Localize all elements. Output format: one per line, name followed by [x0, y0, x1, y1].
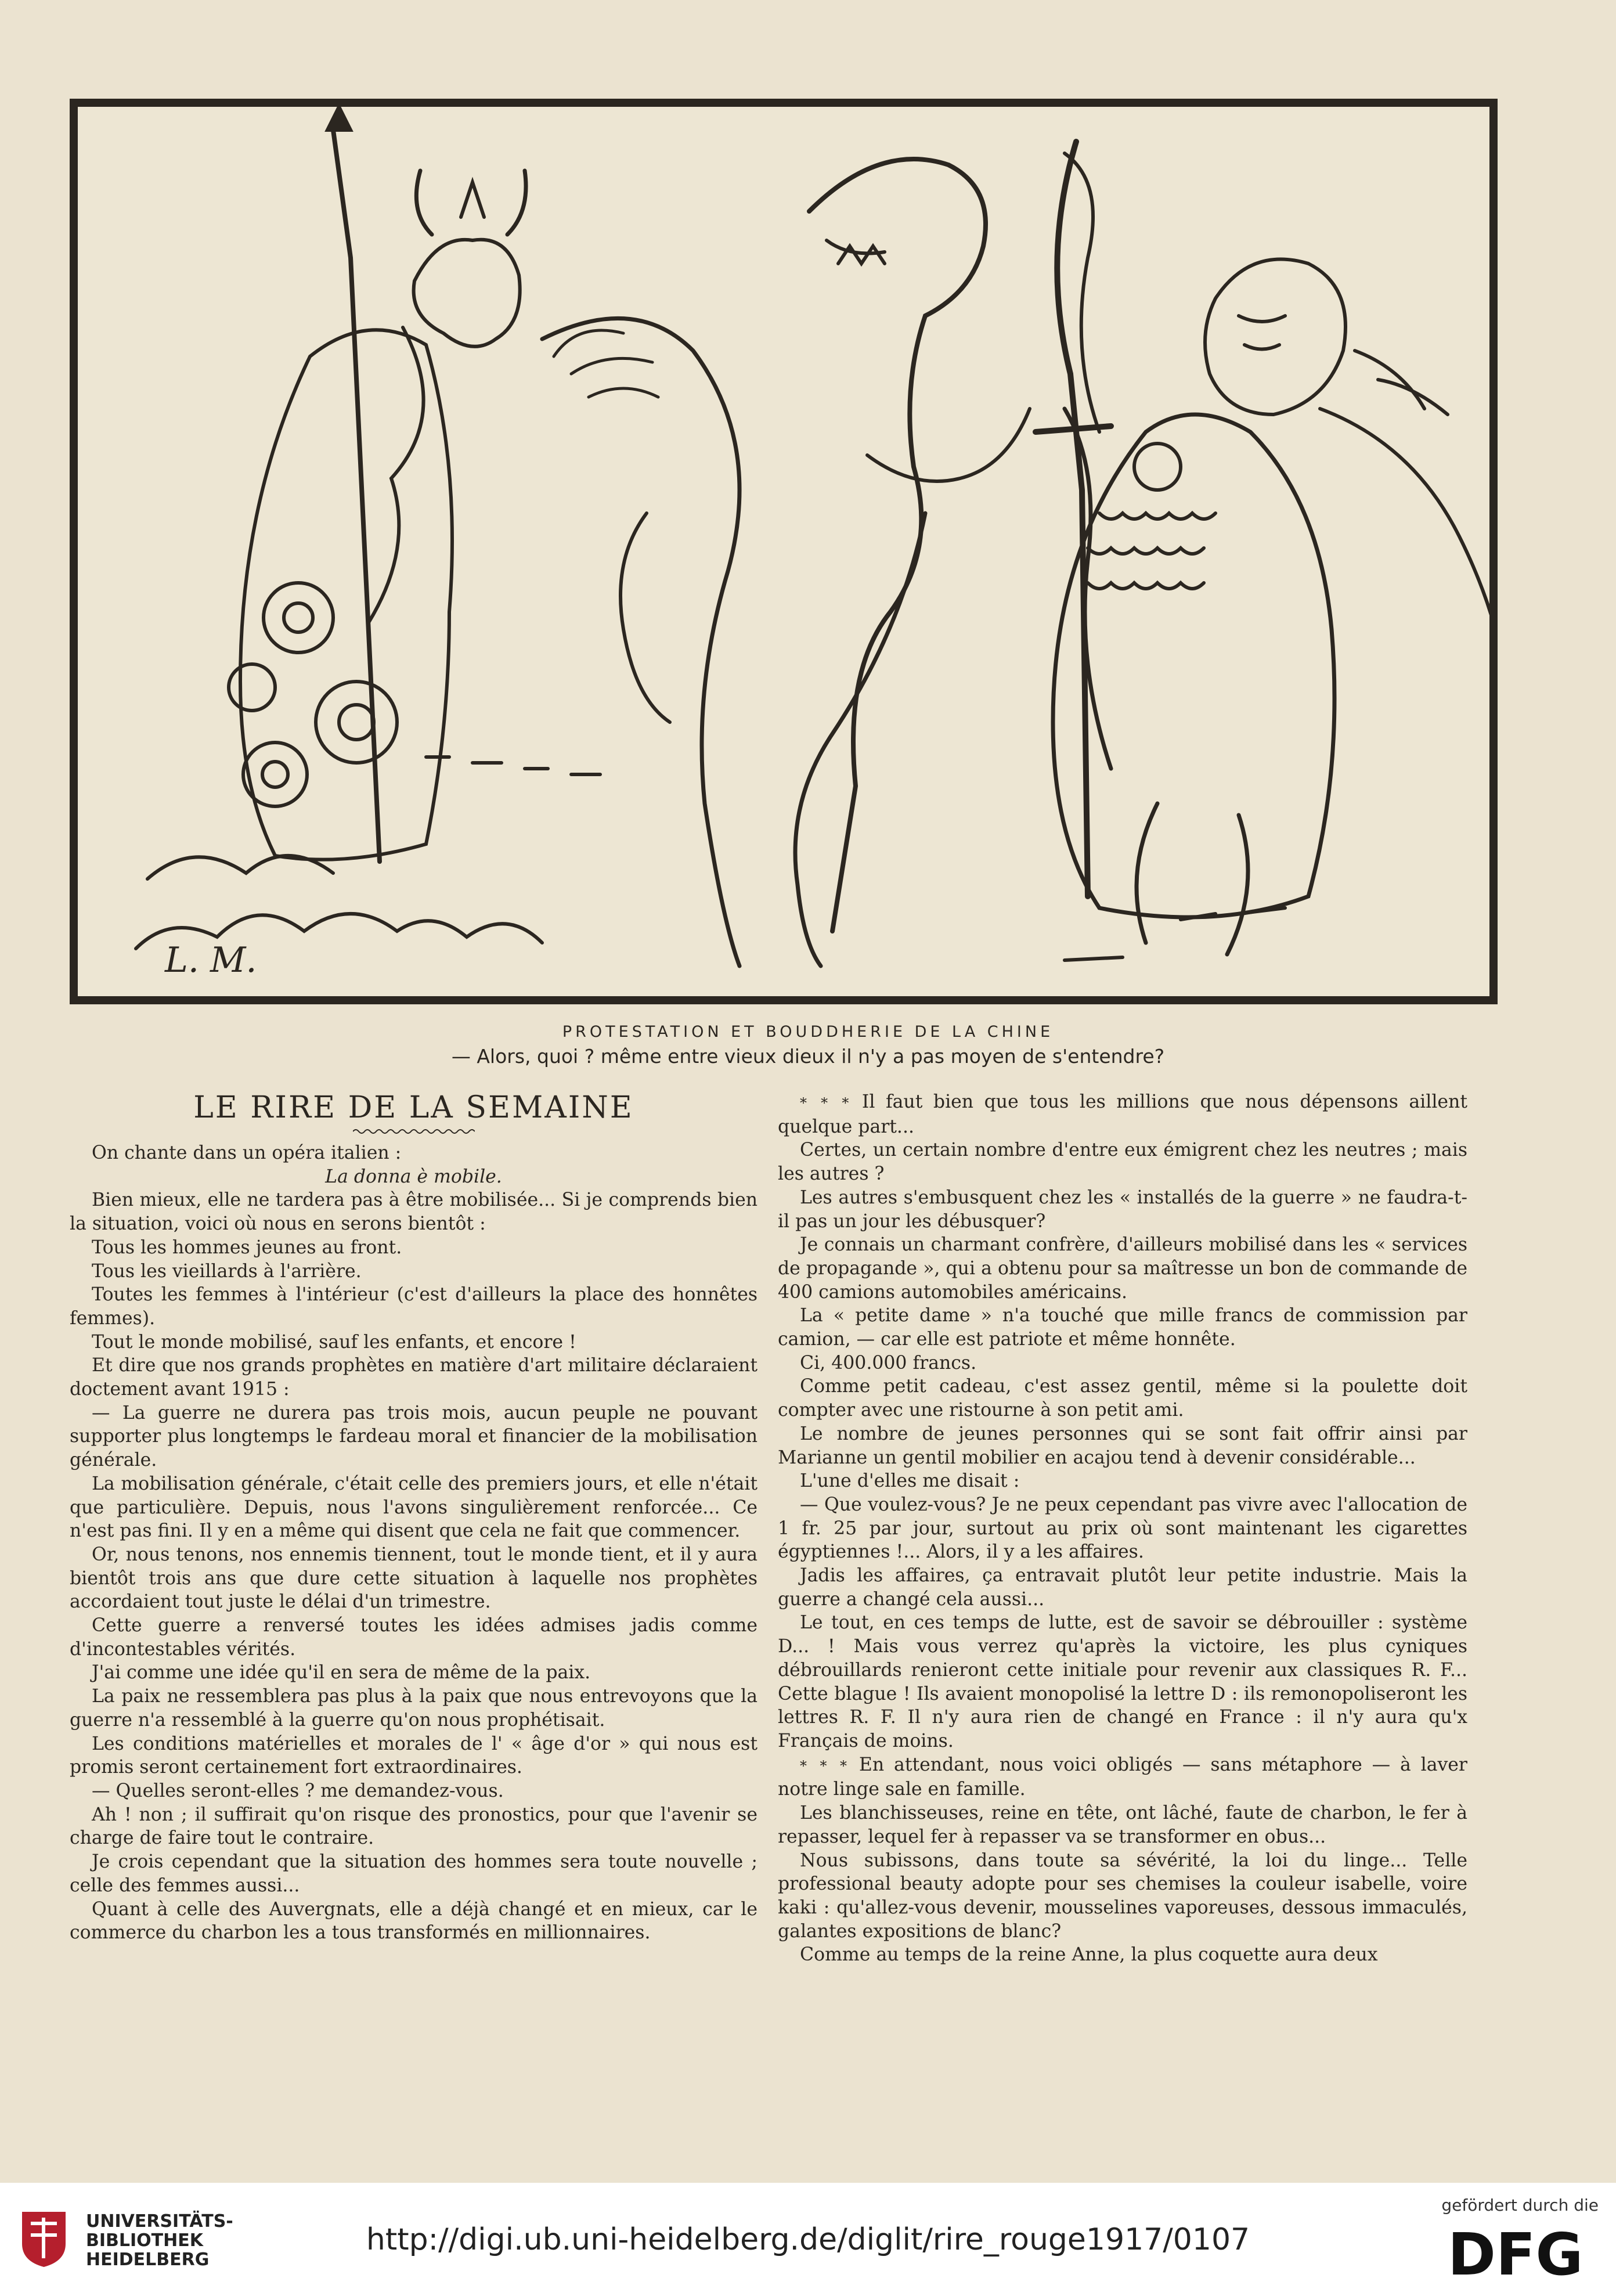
paragraph: Les autres s'embusquent chez les « installés de la guerre » ne faudra-t-il pas un jour les débusquer?: [778, 1187, 1467, 1232]
paragraph: Nous subissons, dans toute sa sévérité, la loi du linge... Telle professional beauty adopte pour ses chemises la couleur isabelle, voire kaki : qu'allez-vous devenir, mousselines vaporeuses, dessous immaculés, galantes expositions de blanc?: [778, 1850, 1467, 1942]
paragraph: Jadis les affaires, ça entravait plutôt leur petite industrie. Mais la guerre a changé cela aussi...: [778, 1565, 1467, 1610]
paragraph: Bien mieux, elle ne tardera pas à être mobilisée... Si je comprends bien la situation, voici où nous en serons bientôt :: [70, 1190, 758, 1235]
paragraph: Il faut bien que tous les millions que nous dépensons aillent quelque part...: [778, 1091, 1467, 1137]
paragraph: Et dire que nos grands prophètes en matière d'art militaire déclaraient doctement avant 1915 :: [70, 1355, 758, 1400]
paragraph: Je crois cependant que la situation des hommes sera toute nouvelle ; celle des femmes aussi...: [70, 1851, 758, 1896]
permalink-url[interactable]: http://digi.ub.uni-heidelberg.de/diglit/rire_rouge1917/0107: [366, 2222, 1250, 2257]
paragraph: J'ai comme une idée qu'il en sera de même de la paix.: [92, 1662, 591, 1684]
viewer-footer: [0, 2183, 1616, 2296]
paragraph: Les blanchisseuses, reine en tête, ont lâché, faute de charbon, le fer à repasser, lequel fer à repasser va se transformer en obus...: [778, 1803, 1467, 1847]
paragraph-quote: La donna è mobile.: [325, 1166, 502, 1187]
paragraph: Le nombre de jeunes personnes qui se sont fait offrir ainsi par Marianne un gentil mobilier en acajou tend à devenir considérable...: [778, 1423, 1467, 1468]
institution-name: UNIVERSITÄTS- BIBLIOTHEK HEIDELBERG: [86, 2211, 233, 2270]
paragraph: La mobilisation générale, c'était celle des premiers jours, et elle n'était que particulière. Depuis, nous l'avons singulièrement renforcée... Ce n'est pas fini. Il y en a même qui disent que cela ne fait que commencer.: [70, 1473, 758, 1542]
section-stars: * * *: [800, 1095, 852, 1111]
paragraph: On chante dans un opéra italien :: [92, 1142, 402, 1163]
paragraph: La paix ne ressemblera pas plus à la paix que nous entrevoyons que la guerre n'a ressemblé à la guerre qu'on nous prophétisait.: [70, 1686, 758, 1731]
paragraph: Ah ! non ; il suffirait qu'on risque des pronostics, pour que l'avenir se charge de faire tout le contraire.: [70, 1804, 758, 1849]
paragraph: Cette guerre a renversé toutes les idées admises jadis comme d'incontestables vérités.: [70, 1615, 758, 1660]
paragraph: Tout le monde mobilisé, sauf les enfants, et encore !: [92, 1331, 576, 1353]
paragraph: Comme petit cadeau, c'est assez gentil, même si la poulette doit compter avec une ristourne à son petit ami.: [778, 1376, 1467, 1421]
article-title: LE RIRE DE LA SEMAINE: [193, 1090, 634, 1125]
paragraph: La « petite dame » n'a touché que mille francs de commission par camion, — car elle est patriote et même honnête.: [778, 1305, 1467, 1350]
caption-subtitle: — Alors, quoi ? même entre vieux dieux il n'y a pas moyen de s'entendre?: [451, 1045, 1165, 1068]
funder-name: DFG: [1448, 2223, 1583, 2281]
paragraph: En attendant, nous voici obligés — sans métaphore — à laver notre linge sale en famille.: [778, 1754, 1467, 1800]
title-ornament: [353, 1127, 475, 1136]
cartoon-illustration: [70, 99, 1498, 1004]
paragraph: Ci, 400.000 francs.: [800, 1352, 977, 1374]
paragraph: Les conditions matérielles et morales de l' « âge d'or » qui nous est promis seront certainement fort extraordinaires.: [70, 1733, 758, 1778]
paragraph: Toutes les femmes à l'intérieur (c'est d'ailleurs la place des honnêtes femmes).: [70, 1284, 758, 1329]
paragraph: Le tout, en ces temps de lutte, est de savoir se débrouiller : système D... ! Mais vous verrez qu'après la victoire, les plus cyniques débrouillards renieront cette initiale pour revenir aux classiques R. F... Cette blague ! Ils avaient monopolisé la lettre D : ils remonopoliseront les lettres R. F. Il n'y aura rien de changé en France : il n'y aura qu'x Français de moins.: [778, 1612, 1467, 1751]
paragraph: — La guerre ne durera pas trois mois, aucun peuple ne pouvant supporter plus longtemps le fardeau moral et financier de la mobilisation générale.: [70, 1402, 758, 1471]
paragraph: Comme au temps de la reine Anne, la plus coquette aura deux: [800, 1944, 1378, 1966]
paragraph: Quant à celle des Auvergnats, elle a déjà changé et en mieux, car le commerce du charbon les a tous transformés en millionnaires.: [70, 1898, 758, 1944]
right-column: [778, 1090, 1467, 1967]
artist-signature: L. M.: [165, 940, 257, 981]
caption-title: PROTESTATION ET BOUDDHERIE DE LA CHINE: [562, 1023, 1054, 1041]
paragraph: — Quelles seront-elles ? me demandez-vous.: [92, 1780, 504, 1801]
left-column: [70, 1090, 758, 1945]
paragraph: Certes, un certain nombre d'entre eux émigrent chez les neutres ; mais les autres ?: [778, 1140, 1467, 1185]
section-stars: * * *: [800, 1757, 849, 1774]
paragraph: Or, nous tenons, nos ennemis tiennent, tout le monde tient, et il y aura bientôt trois ans que dure cette situation à laquelle nos prophètes accordaient tout juste le délai d'un trimestre.: [70, 1544, 758, 1613]
paragraph: Je connais un charmant confrère, d'ailleurs mobilisé dans les « services de propagande », qui a obtenu pour sa maîtresse un bon de commande de 400 camions automobiles américains.: [778, 1234, 1467, 1303]
dfg-logo-icon: [1448, 2223, 1599, 2281]
paragraph: Tous les vieillards à l'arrière.: [92, 1260, 362, 1282]
paragraph: L'une d'elles me disait :: [800, 1470, 1020, 1492]
cartoon-drawing: [78, 107, 1489, 996]
paragraph: — Que voulez-vous? Je ne peux cependant pas vivre avec l'allocation de 1 fr. 25 par jour, surtout au prix où sont maintenant les cigarettes égyptiennes !... Alors, il y a les affaires.: [778, 1494, 1467, 1563]
funded-by-label: gefördert durch die: [1441, 2196, 1599, 2215]
paragraph: Tous les hommes jeunes au front.: [92, 1237, 402, 1258]
